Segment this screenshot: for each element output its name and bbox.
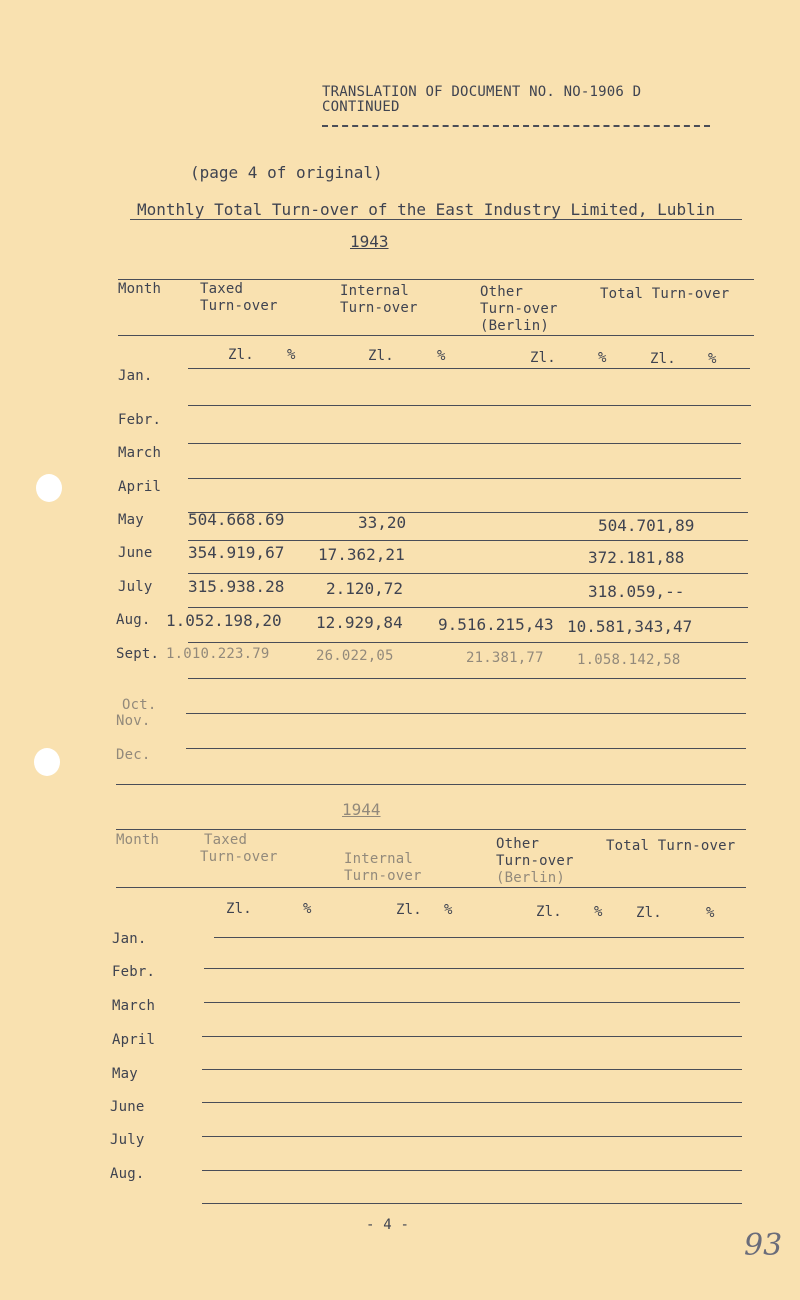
row-rule — [188, 573, 748, 574]
col-taxed-header-2: Turn-over — [200, 298, 278, 314]
other-value: 9.516.215,43 — [438, 615, 554, 634]
table-1943-header-rule — [118, 335, 754, 336]
unit-zl-internal: Zl. — [368, 348, 394, 364]
row-rule-1944 — [202, 1170, 742, 1171]
header-line-2: CONTINUED — [322, 99, 400, 115]
month-label-1944: July — [110, 1132, 145, 1148]
row-rule — [188, 405, 751, 406]
month-label: April — [118, 479, 162, 495]
row-rule — [188, 678, 746, 679]
row-rule-1944 — [204, 968, 744, 969]
total-value: 318.059,-- — [588, 582, 685, 601]
taxed-value: 1.010.223.79 — [166, 646, 270, 662]
row-rule — [188, 642, 748, 643]
month-label-1944: June — [110, 1099, 145, 1115]
month-label: Aug. — [116, 612, 151, 628]
month-label-1944: April — [112, 1032, 156, 1048]
unit-pct-other: % — [598, 350, 607, 366]
table-1944-top-rule — [116, 829, 746, 830]
table-1944-units-rule — [214, 937, 744, 938]
col-internal-header-2: Turn-over — [340, 300, 418, 316]
internal-value: 26.022,05 — [316, 648, 394, 664]
month-label: Jan. — [118, 368, 153, 384]
month-label: March — [118, 445, 162, 461]
month-label: Dec. — [116, 747, 151, 763]
table-1943-units-rule — [188, 368, 750, 369]
table-1944-header-rule — [116, 887, 746, 888]
total-value: 504.701,89 — [598, 516, 695, 535]
row-rule — [188, 540, 748, 541]
total-value: 10.581,343,47 — [567, 617, 693, 636]
unit-pct-taxed: % — [287, 347, 296, 363]
col-taxed-header-1-1944: Taxed — [204, 832, 248, 848]
unit-zl-total: Zl. — [650, 351, 676, 367]
row-rule-1944 — [202, 1102, 742, 1103]
col-month-header: Month — [118, 281, 162, 297]
year-1944-heading: 1944 — [342, 800, 381, 819]
unit-zl-other-1944: Zl. — [536, 904, 562, 920]
punch-hole-lower — [34, 748, 60, 776]
row-rule — [186, 713, 746, 714]
unit-pct-internal-1944: % — [444, 902, 453, 918]
table-1943-bottom-rule — [116, 784, 746, 785]
unit-zl-total-1944: Zl. — [636, 905, 662, 921]
page-reference: (page 4 of original) — [190, 163, 383, 182]
unit-zl-taxed: Zl. — [228, 347, 254, 363]
document-title: Monthly Total Turn-over of the East Industry Limited, Lublin — [137, 200, 715, 219]
month-label-1944: Aug. — [110, 1166, 145, 1182]
unit-pct-other-1944: % — [594, 904, 603, 920]
col-other-header-2: Turn-over — [480, 301, 558, 317]
row-rule — [186, 748, 746, 749]
row-rule-1944 — [202, 1136, 742, 1137]
internal-value: 33,20 — [358, 513, 407, 532]
unit-pct-taxed-1944: % — [303, 901, 312, 917]
month-label: June — [118, 545, 153, 561]
col-other-header-3: (Berlin) — [480, 318, 550, 334]
row-rule-1944 — [204, 1002, 740, 1003]
col-internal-header-1: Internal — [340, 283, 410, 299]
month-label: Febr. — [118, 412, 162, 428]
internal-value: 12.929,84 — [316, 613, 403, 632]
taxed-value: 315.938.28 — [188, 577, 285, 596]
row-rule — [188, 478, 741, 479]
col-month-header-1944: Month — [116, 832, 160, 848]
month-label-1944: Febr. — [112, 964, 156, 980]
col-total-header: Total Turn-over — [600, 286, 730, 302]
year-1943-heading: 1943 — [350, 232, 389, 251]
col-internal-header-2-1944: Turn-over — [344, 868, 422, 884]
title-underline — [130, 219, 742, 220]
col-other-header-2-1944: Turn-over — [496, 853, 574, 869]
row-rule-1944 — [202, 1069, 742, 1070]
taxed-value: 354.919,67 — [188, 543, 285, 562]
row-rule — [188, 443, 741, 444]
month-label: May — [118, 512, 144, 528]
row-rule — [188, 607, 748, 608]
month-label: July — [118, 579, 153, 595]
col-total-header-1944: Total Turn-over — [606, 838, 736, 854]
month-label: Sept. — [116, 646, 160, 662]
month-label: Nov. — [116, 713, 151, 729]
month-label-1944: Jan. — [112, 931, 147, 947]
total-value: 1.058.142,58 — [577, 652, 681, 668]
col-taxed-header-2-1944: Turn-over — [200, 849, 278, 865]
col-taxed-header-1: Taxed — [200, 281, 244, 297]
unit-pct-internal: % — [437, 348, 446, 364]
col-other-header-1: Other — [480, 284, 524, 300]
unit-pct-total-1944: % — [706, 905, 715, 921]
table-1943-top-rule — [118, 279, 754, 280]
unit-zl-other: Zl. — [530, 350, 556, 366]
month-label-1944: May — [112, 1066, 138, 1082]
taxed-value: 504.668.69 — [188, 510, 285, 529]
handwritten-page-number: 93 — [744, 1228, 783, 1263]
row-rule-1944 — [202, 1036, 742, 1037]
punch-hole-upper — [36, 474, 62, 502]
table-1944-bottom-rule — [202, 1203, 742, 1204]
internal-value: 17.362,21 — [318, 545, 405, 564]
other-value: 21.381,77 — [466, 650, 544, 666]
total-value: 372.181,88 — [588, 548, 685, 567]
col-other-header-1-1944: Other — [496, 836, 540, 852]
col-internal-header-1-1944: Internal — [344, 851, 414, 867]
unit-zl-taxed-1944: Zl. — [226, 901, 252, 917]
footer-page-number: - 4 - — [366, 1217, 410, 1233]
unit-pct-total: % — [708, 351, 717, 367]
unit-zl-internal-1944: Zl. — [396, 902, 422, 918]
header-dashed-rule — [322, 125, 710, 127]
internal-value: 2.120,72 — [326, 579, 404, 598]
col-other-header-3-1944: (Berlin) — [496, 870, 566, 886]
taxed-value: 1.052.198,20 — [166, 611, 282, 630]
header-line-1: TRANSLATION OF DOCUMENT NO. NO-1906 D — [322, 84, 642, 100]
month-label: Oct. — [122, 697, 157, 713]
month-label-1944: March — [112, 998, 156, 1014]
